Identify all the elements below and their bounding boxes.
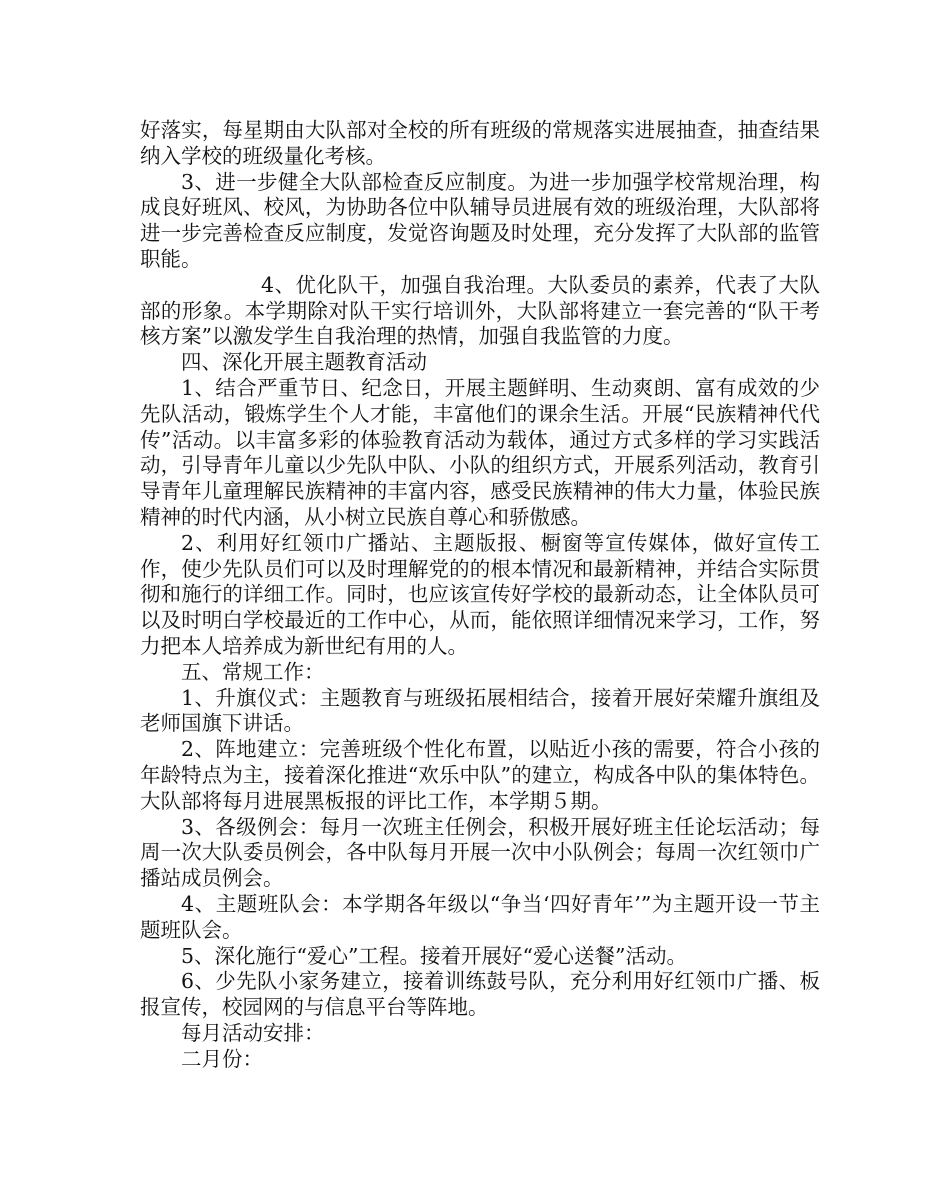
paragraph: 4、主题班队会：本学期各年级以“争当‘四好青年’”为主题开设一节主题班队会。	[140, 891, 820, 942]
paragraph: 3、各级例会：每月一次班主任例会，积极开展好班主任论坛活动；每周一次大队委员例会，各中队每月开展一次中小队例会；每周一次红领巾广播站成员例会。	[140, 814, 820, 891]
section-heading: 每月活动安排：	[181, 1020, 325, 1045]
document-body	[140, 118, 820, 1072]
section-heading: 二月份：	[181, 1046, 263, 1071]
section-heading: 四、深化开展主题教育活动	[181, 350, 427, 375]
paragraph: 4、优化队干，加强自我治理。大队委员的素养，代表了大队部的形象。本学期除对队干实行培训外，大队部将建立一套完善的“队干考核方案”以激发学生自我治理的热情，加强自我监管的力度。	[140, 272, 820, 349]
section-heading: 五、常规工作：	[181, 659, 325, 684]
paragraph: 好落实，每星期由大队部对全校的所有班级的常规落实进展抽查，抽查结果纳入学校的班级量化考核。	[140, 118, 820, 168]
paragraph: 2、阵地建立：完善班级个性化布置，以贴近小孩的需要，符合小孩的年龄特点为主，接着深化推进“欢乐中队”的建立，构成各中队的集体特色。大队部将每月进展黑板报的评比工作，本学期５期。	[140, 737, 820, 813]
paragraph: 2、利用好红领巾广播站、主题版报、橱窗等宣传媒体，做好宣传工作，使少先队员们可以及时理解党的的根本情况和最新精神，并结合实际贯彻和施行的详细工作。同时，也应该宣传好学校的最新动态，让全体队员可以及时明白学校最近的工作中心，从而，能依照详细情况来学习，工作，努力把本人培养成为新世纪有用的人。	[140, 530, 820, 658]
paragraph: 5、深化施行“爱心”工程。接着开展好“爱心送餐”活动。	[181, 943, 687, 968]
paragraph: 1、升旗仪式：主题教育与班级拓展相结合，接着开展好荣耀升旗组及老师国旗下讲话。	[140, 685, 820, 736]
paragraph: 1、结合严重节日、纪念日，开展主题鲜明、生动爽朗、富有成效的少先队活动，锻炼学生个人才能，丰富他们的课余生活。开展“民族精神代代传”活动。以丰富多彩的体验教育活动为载体，通过方式多样的学习实践活动，引导青年儿童以少先队中队、小队的组织方式，开展系列活动，教育引导青年儿童理解民族精神的丰富内容，感受民族精神的伟大力量，体验民族精神的时代内涵，从小树立民族自尊心和骄傲感。	[140, 375, 820, 529]
paragraph: 3、进一步健全大队部检查反应制度。为进一步加强学校常规治理，构成良好班风、校风，为协助各位中队辅导员进展有效的班级治理，大队部将进一步完善检查反应制度，发觉咨询题及时处理，充分发挥了大队部的监管职能。	[140, 169, 820, 271]
paragraph: 6、少先队小家务建立，接着训练鼓号队，充分利用好红领巾广播、板报宣传，校园网的与信息平台等阵地。	[140, 969, 820, 1020]
